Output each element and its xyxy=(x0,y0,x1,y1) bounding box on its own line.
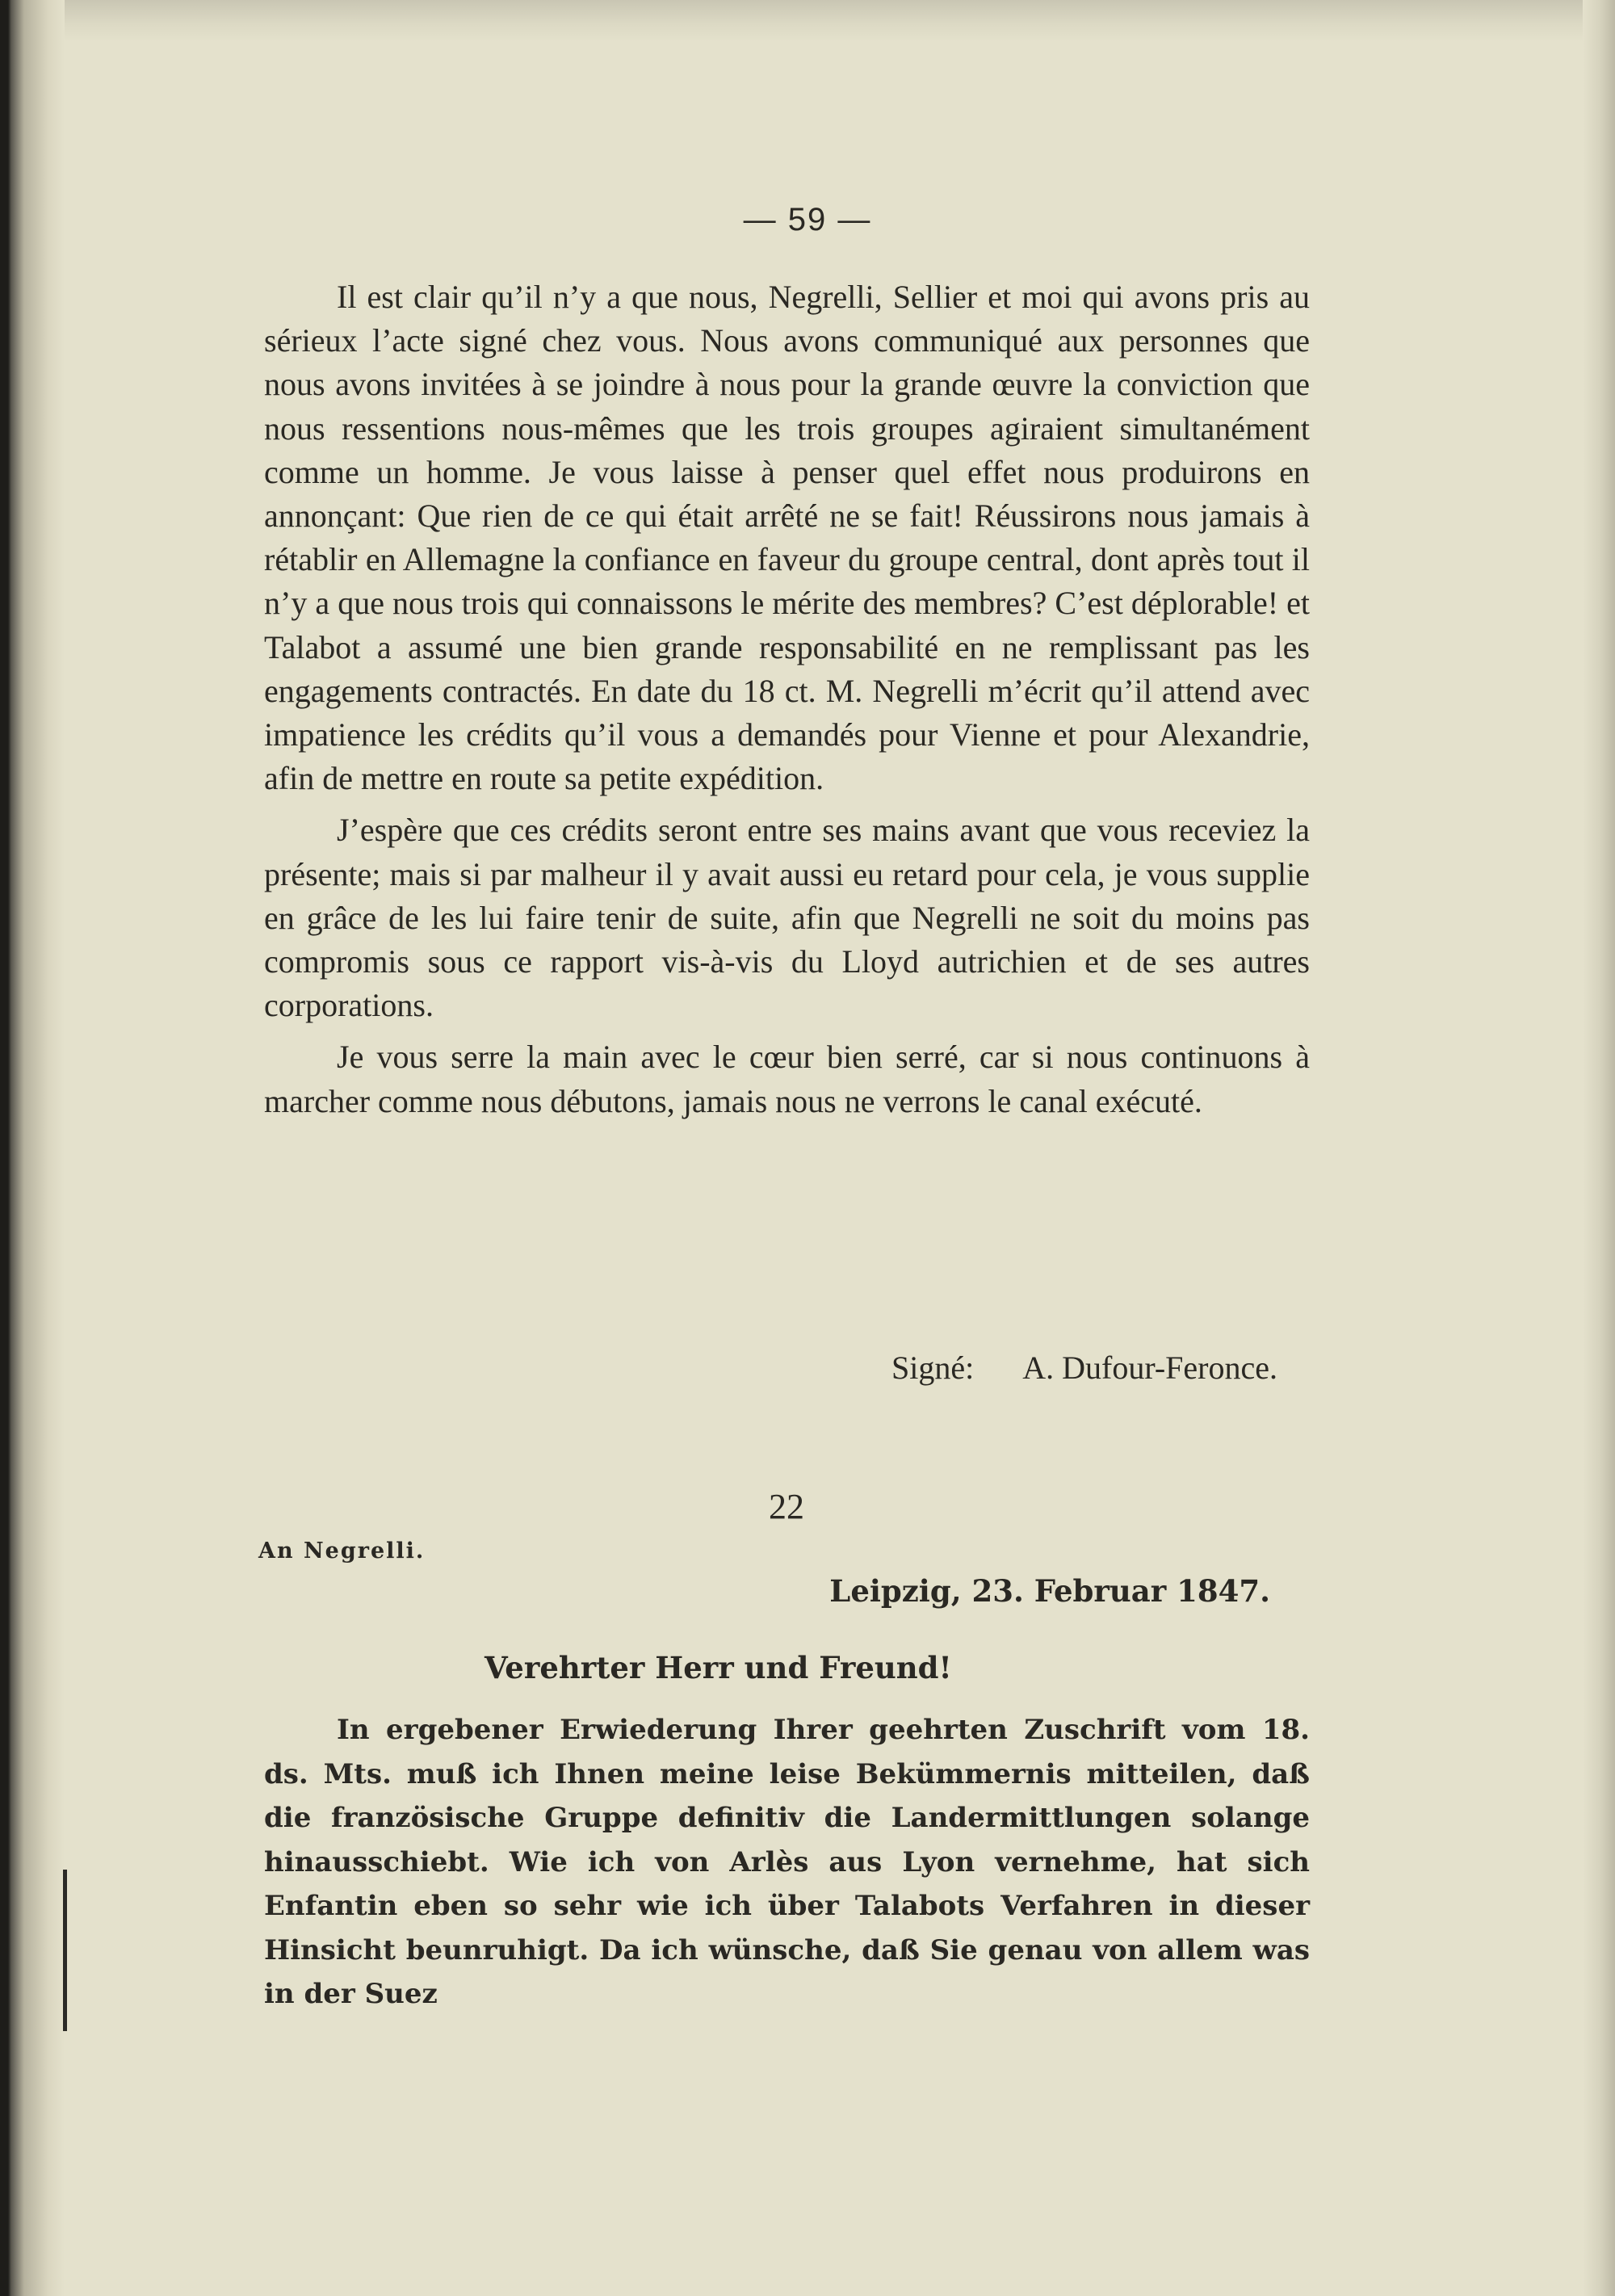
signature xyxy=(891,1349,1277,1387)
letter-22-body xyxy=(264,1708,1310,2017)
signature-label: Signé: xyxy=(891,1349,975,1386)
letter-salutation: Verehrter Herr und Freund! xyxy=(484,1650,952,1685)
paragraph: In ergebener Erwiederung Ihrer geehrten Zuschrift vom 18. ds. Mts. muß ich Ihnen meine leise Bekümmernis mitteilen, daß die französische Gruppe definitiv die Landermittlungen solange hinausschiebt. Wie ich von Arlès aus Lyon vernehme, hat sich Enfantin eben so sehr wie ich über Talabots Verfahren in dieser Hinsicht beunruhigt. Da ich wünsche, daß Sie genau von allem was in der Suez xyxy=(264,1714,1310,2010)
paragraph: J’espère que ces crédits seront entre ses mains avant que vous receviez la présente; mais si par malheur il y avait aussi eu retard pour cela, je vous supplie en grâce de les lui faire tenir de suite, afin que Negrelli ne soit du moins pas compromis sous ce rapport vis-à-vis du Lloyd autrichien et de ses autres corporations. xyxy=(264,812,1310,1024)
letter-recipient: An Negrelli. xyxy=(258,1538,426,1564)
letter-number: 22 xyxy=(769,1487,804,1526)
page-number: — 59 — xyxy=(743,202,872,237)
page-right-edge xyxy=(1583,0,1615,2296)
page-top-edge xyxy=(0,0,1615,42)
letter-21-body xyxy=(264,275,1310,1131)
spine-mark xyxy=(63,1870,67,2031)
paragraph: Je vous serre la main avec le cœur bien serré, car si nous continuons à marcher comme nous débutons, jamais nous ne verrons le canal exécuté. xyxy=(264,1039,1310,1119)
signature-name: A. Dufour-Feronce. xyxy=(1022,1349,1277,1386)
book-spine-edge xyxy=(0,0,65,2296)
letter-dateline: Leipzig, 23. Februar 1847. xyxy=(829,1573,1270,1609)
paragraph: Il est clair qu’il n’y a que nous, Negrelli, Sellier et moi qui avons pris au sérieux l’acte signé chez vous. Nous avons communiqué aux personnes que nous avons invitées à se joindre à nous pour la grande œuvre la conviction que nous ressentions nous-mêmes que les trois groupes agiraient simultanément comme un homme. Je vous laisse à penser quel effet nous produirons en annonçant: Que rien de ce qui était arrêté ne se fait! Réussirons nous jamais à rétablir en Allemagne la confiance en faveur du groupe central, dont après tout il n’y a que nous trois qui connaissons le mérite des membres? C’est déplorable! et Talabot a assumé une bien grande responsabilité en ne remplissant pas les engagements contractés. En date du 18 ct. M. Negrelli m’écrit qu’il attend avec impatience les crédits qu’il vous a demandés pour Vienne et pour Alexandrie, afin de mettre en route sa petite expédition. xyxy=(264,279,1310,797)
